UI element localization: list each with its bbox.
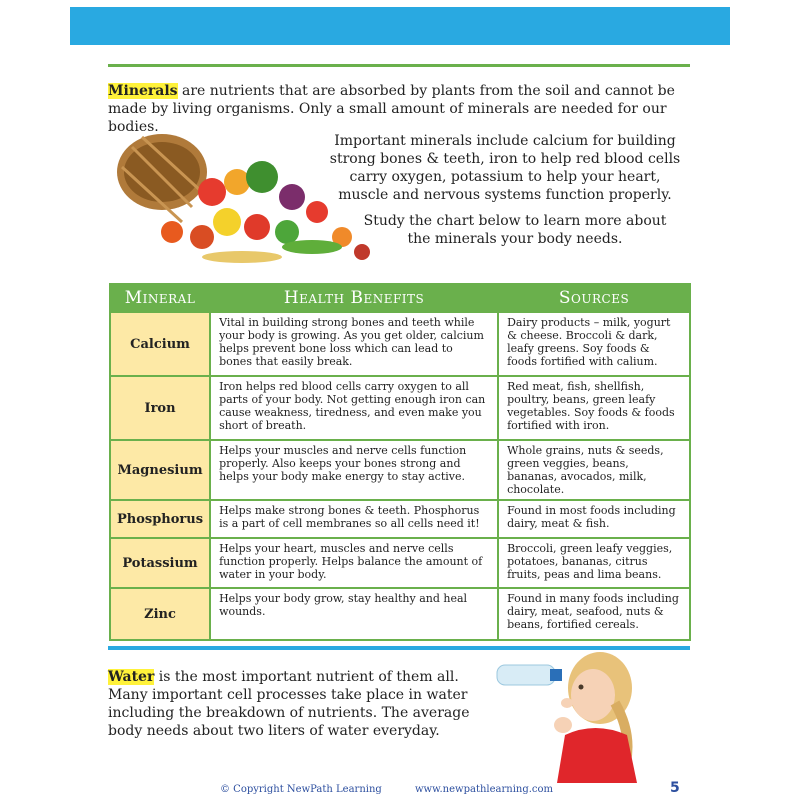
water-text: is the most important nutrient of them all. Many important cell processes take place in water including the breakdown of nutrients. The average body needs about two liters of water everyday. xyxy=(108,669,470,739)
minerals-term: Minerals xyxy=(108,83,178,99)
health-benefit: Vital in building strong bones and teeth while your body is growing. As you get older, calcium helps prevent bone loss which can lead to bones that easily break. xyxy=(210,312,498,376)
study-chart-text: Study the chart below to learn more about the minerals your body needs. xyxy=(363,213,667,247)
minerals-text: are nutrients that are absorbed by plants from the soil and cannot be made by living organisms. Only a small amount of minerals are needed for our bodies. xyxy=(108,83,675,135)
top-banner xyxy=(70,7,730,45)
health-benefit: Helps your muscles and nerve cells function properly. Also keeps your bones strong and helps your body make energy to stay active. xyxy=(210,440,498,500)
page-number: 5 xyxy=(670,780,680,796)
sources: Red meat, fish, shellfish, poultry, beans, green leafy vegetables. Soy foods & foods fortified with iron. xyxy=(498,376,690,440)
table-row xyxy=(110,376,690,440)
health-benefit: Iron helps red blood cells carry oxygen to all parts of your body. Not getting enough iron can cause weakness, tiredness, and even make you short of breath. xyxy=(210,376,498,440)
mineral-name: Iron xyxy=(110,376,210,440)
health-benefit: Helps your body grow, stay healthy and heal wounds. xyxy=(210,588,498,640)
table-header-row xyxy=(110,284,690,312)
mineral-name: Phosphorus xyxy=(110,500,210,538)
sources: Broccoli, green leafy veggies, potatoes, bananas, citrus fruits, peas and lima beans. xyxy=(498,538,690,588)
table-row xyxy=(110,538,690,588)
green-divider xyxy=(108,64,690,67)
mineral-name: Magnesium xyxy=(110,440,210,500)
table-row xyxy=(110,440,690,500)
mineral-name: Zinc xyxy=(110,588,210,640)
health-benefit: Helps your heart, muscles and nerve cells function properly. Helps balance the amount of water in your body. xyxy=(210,538,498,588)
sources: Dairy products – milk, yogurt & cheese. Broccoli & dark, leafy greens. Soy foods & foods fortified with calium. xyxy=(498,312,690,376)
table-row xyxy=(110,588,690,640)
table-row xyxy=(110,312,690,376)
sources: Found in many foods including dairy, meat, seafood, nuts & beans, fortified cereals. xyxy=(498,588,690,640)
mineral-name: Potassium xyxy=(110,538,210,588)
water-paragraph xyxy=(108,668,488,740)
minerals-table xyxy=(109,283,691,641)
important-minerals-text: Important minerals include calcium for building strong bones & teeth, iron to help red blood cells carry oxygen, potassium to help your heart, muscle and nervous systems function properly. xyxy=(329,133,681,203)
water-term: Water xyxy=(108,669,155,685)
footer-copyright: © Copyright NewPath Learning xyxy=(220,784,382,795)
health-benefit: Helps make strong bones & teeth. Phosphorus is a part of cell membranes so all cells need it! xyxy=(210,500,498,538)
mineral-name: Calcium xyxy=(110,312,210,376)
header-mineral: Mineral xyxy=(110,284,210,312)
sources: Found in most foods including dairy, meat & fish. xyxy=(498,500,690,538)
girl-drinking-water-image xyxy=(495,643,645,783)
sources: Whole grains, nuts & seeds, green veggies, beans, bananas, avocados, milk, chocolate. xyxy=(498,440,690,500)
header-sources: Sources xyxy=(498,284,690,312)
header-health-benefits: Health Benefits xyxy=(210,284,498,312)
table-row xyxy=(110,500,690,538)
footer-url[interactable]: www.newpathlearning.com xyxy=(415,784,554,795)
